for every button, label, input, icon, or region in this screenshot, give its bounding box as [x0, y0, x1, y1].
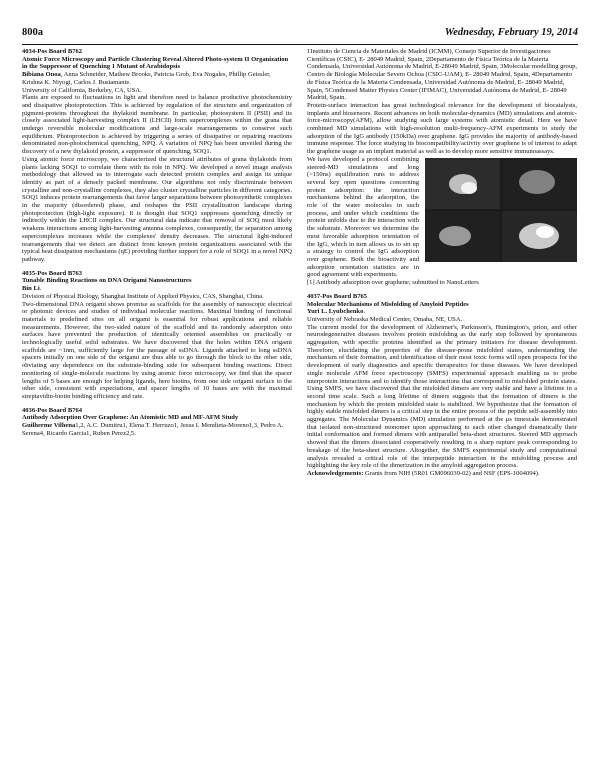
page-header	[22, 27, 578, 41]
coauthors: .	[363, 308, 365, 316]
abstract-paragraph: Protein-surface interaction has great technological relevance for the development of biocatalysts, implants and biosensors. Recent advances on both molecular-dynamics (MD) simulations and atomic-force-microscopy(AFM), allow studying such large systems with atomistic detail. Here we have combined MD simulations with high-resolution multi-frequency-AFM experiments to study the adsorption of the IgG antibody (150kDa) over graphene. IgG provides the majority of antibody-based immune response. The force studying its biocompatibility/activity over graphene is of interest to adapt the graphene usage as an implant material as well as to develop more sensitive immunoassays.	[307, 101, 577, 156]
abstract-id: 4034-Pos Board B762	[22, 48, 83, 55]
abstract-authors	[22, 285, 292, 293]
abstract-paragraph: Two-dimensional DNA origami shows promise as scaffolds for the assembly of nanoscopic electrical or photonic devices and studies of individual molecular reactions. Maximal binding of functional materials to predefined sites on all origami is essential for robust applications and reliable measurements. However, the two-sided nature of the scaffold and its randomly adsorption onto surfaces have prevented the production of identically oriented assemblies on practically or technologically useful solid substrates. We have discovered that the holes within DNA origami scaffolds are ~1nm, sufficiently large for the passage of ssDNA. Ligands attached to long ssDNA spacers initially on one side of the origami are thus able to go through the block to the other side, obviating any dependence on the substrate-binding side for subsequent binding reactions. Direct monitoring of single-molecule reactions by using atomic force microscopy, we find that the spacer lengths of 5 bases are enough for helping ligands, here biotins, from one side origami surface to the other side, consistent with expectations, and spacer lengths of 10 bases are with the maximal streptavidin-biotin binding efficiency and rate.	[22, 300, 292, 400]
acknowledgements-label: Acknowledgements:	[307, 469, 364, 477]
abstract-paragraph: Using atomic force microscopy, we characterized the structural attributes of grana thylakoids from plants lacking SOQ1 to correlate them with its role in NPQ. We developed a novel image analysis methodology that allowed us to interrogate each detected protein complex and assign its unique identity as part of a densely packed membrane. Our algorithms not only discriminate between crystalline and non-crystalline complexes, they also cluster crystalline particles in different categories. SOQ1 induces protein rearrangements that favor larger separations between photosynthetic complexes in the majority (disordered) phase, and reshapes the PSII crystallization landscape during photoprotection (high-light exposure). It is thought that SOQ1 suppresses quenching directly or indirectly within the LHCII complex. Our structural data indicate that removal of SOQ most likely weakens interactions among light-harvesting antenna complexes, consequently, the separation among supercomplexes increases while the complexes' density decreases. The structural light-induced rearrangements that we detect are distinct from known protein organizations associated with the typical heat dissipation mechanisms (qE) providing further support for a role of SOQ1 in a novel NPQ pathway.	[22, 155, 292, 263]
afm-figure-graphic	[425, 158, 577, 262]
abstract-4037	[307, 293, 577, 478]
left-column	[22, 48, 292, 443]
abstract-4036	[22, 407, 292, 438]
page-number: 800a	[22, 27, 43, 38]
abstract-paragraph: The current model for the development of Alzheimer's, Parkinson's, Huntington's, prion, and other neurodegenerative diseases involves protein misfolding as the early step followed by spontaneous aggregation, with specific proteins identified as the primary initiators for disease development. Therefore, elucidating the properties of the disease-prone misfolded states, understanding the mechanism of their formation, and identification of their most toxic forms will open prospects for the development of early diagnostics and specific therapeutics for these diseases. We have developed single molecule AFM force spectroscopy (SMFS) experimental approach enabling us to probe interprotein interactions and to identify those interactions that correspond to misfolded protein states. Using SMFS, we have discovered that the misfolded dimers are very stable and have a lifetime in a second time scale. Such a long lifetime of dimers suggests that the formation of dimers is the mechanism by which the protein misfolded state is stabilized. We hypothesize that the formation of highly stable misfolded dimers is a critical step in the entire process of the peptide self-assembly into aggregates. The Molecular Dynamics (MD) simulation performed at the μs timescale demonstrated that isolated non-structured monomer upon approaching to each other changed dramatically their initial conformation and formed dimers with antiparallel beta-sheet structures. Steered MD approach showed that the dimers dissociated cooperatively resulting in a sharp rupture peak corresponding to breakage of the beta-sheet structure. Altogether, the SMFS experimental study and computational analysis revealed a critical role of the interpeptide interaction in the misfolding process and highlighting the key role of the dimerization in the amyloid aggregation process.	[307, 323, 577, 470]
coauthors: 1,2, A.C. Dumitru1, Elena T. Herruzo1, Jesus I. Mendieta-Moreno1,3, Pedro A. Serena4, Ricardo Garcia1, Ruben Perez2,5.	[22, 422, 284, 437]
abstract-affiliation: University of California, Berkeley, CA, USA.	[22, 86, 142, 94]
right-column	[307, 48, 577, 484]
abstract-authors	[22, 422, 292, 437]
presenting-author: Bibiana Onoa	[22, 71, 61, 79]
abstract-affiliation: University of Nebraska Medical Center, Omaha, NE, USA.	[307, 315, 463, 323]
abstract-4035	[22, 270, 292, 401]
abstract-paragraph-text: We have developed a protocol combining steered-MD simulations and long (>150ns) equilibration runs to address several key open questions concerning protein adsorption: the interaction mechanisms behind the adsorption, the role of the water molecules in such process, and under which conditions the protein unfolds due to the interaction with the substrate. Moreover we determine the most favorable adsorption orientation of the IgG, which in turn allows us to set up a strategy to control the IgG adsorption over graphene. Both the bioactivity and adsorption orientation statistics are in good agreement with experiments.	[307, 155, 419, 279]
afm-figure-image	[425, 158, 577, 262]
presenting-author: Guilherme Vilhena	[22, 422, 76, 430]
abstract-paragraph-with-figure	[307, 156, 577, 279]
abstract-id: 4035-Pos Board B763	[22, 269, 83, 277]
coauthors: , Anna Schneider, Mathew Brooks, Patricia Grob, Eva Nogales, Phillip Geissler, Krishna K. Niyogi, Carlos J. Bustamante.	[22, 71, 271, 86]
abstract-id: 4036-Pos Board B764	[22, 406, 83, 414]
acknowledgements	[307, 470, 577, 478]
abstract-paragraph: Plants are exposed to fluctuations in light and therefore need to balance productive photochemistry and dissipative photoprotection. This is achieved by regulation of the structure and organization of pigment-proteins throughout the thylakoid membrane. In particular, photosystem II (PSII) and its closely associated light-harvesting complex II (LHCII) form supercomplexes within the grana that undergo reversible molecular modifications and large-scale rearrangements to conserve such equilibrium. Photoprotection is achieved by triggering a series of dissipative or repairing reactions denominated non-photochemical quenching, NPQ. A variation of NPQ has been unveiled during the discovery of a new thylakoid protein, a suppressor of quenching, SOQ1.	[22, 94, 292, 156]
abstract-title: Molecular Mechanisms of Misfolding of Amyloid Peptides	[307, 300, 469, 308]
page-date: Wednesday, February 19, 2014	[444, 27, 578, 38]
continued-affiliations: 1Instituto de Ciencia de Materiales de Madrid (ICMM), Consejo Superior de Investigaciones Científicas (CSIC), E- 28049 Madrid, Spain, 2Departamento de Física Teórica de la Materia Condensada, Universidad Autónoma de Madrid, E-28049 Madrid, Spain, 3Molecular modelling group, Centro de Biología Molecular Severo Ochoa (CSIC-UAM), E- 28049 Madrid, Spain, 4Departamento de Física Teórica de la Materia Condensada, Universidad Autónoma de Madrid, E- 28049 Madrid, Spain, 5Condensed Matter Physics Center (IFIMAC), Universidad Autónoma de Madrid, E- 28049 Madrid, Spain.	[307, 48, 578, 102]
abstract-authors	[307, 308, 577, 316]
header-rule	[22, 44, 578, 45]
abstract-authors	[22, 71, 292, 86]
acknowledgements-text: Grants from NIH (5R01 GM096039-02) and NSF (EPS-1004094).	[363, 469, 540, 477]
abstract-title: Tunable Binding Reactions on DNA Origami Nanostructures	[22, 277, 192, 285]
abstract-id: 4037-Pos Board B765	[307, 292, 368, 300]
presenting-author: Yuri L. Lyubchenko	[307, 308, 364, 316]
abstract-title: Antibody Adsorption Over Graphene: An Atomistic MD and MF-AFM Study	[22, 414, 239, 422]
abstract-affiliation: Division of Physical Biology, Shanghai Institute of Applied Physics, CAS, Shanghai, China.	[22, 292, 264, 300]
presenting-author: Bin Li	[22, 285, 40, 293]
abstract-4034	[22, 48, 292, 264]
coauthors: .	[39, 285, 42, 293]
abstract-title: Atomic Force Microscopy and Particle Clustering Reveal Altered Photo-system II Organization in the Suppressor of Quenching 1 Mutant of Arabidopsis	[22, 55, 289, 71]
reference-entry: [1] Antibody adsorption over graphene; submitted to NanoLetters	[307, 279, 479, 287]
